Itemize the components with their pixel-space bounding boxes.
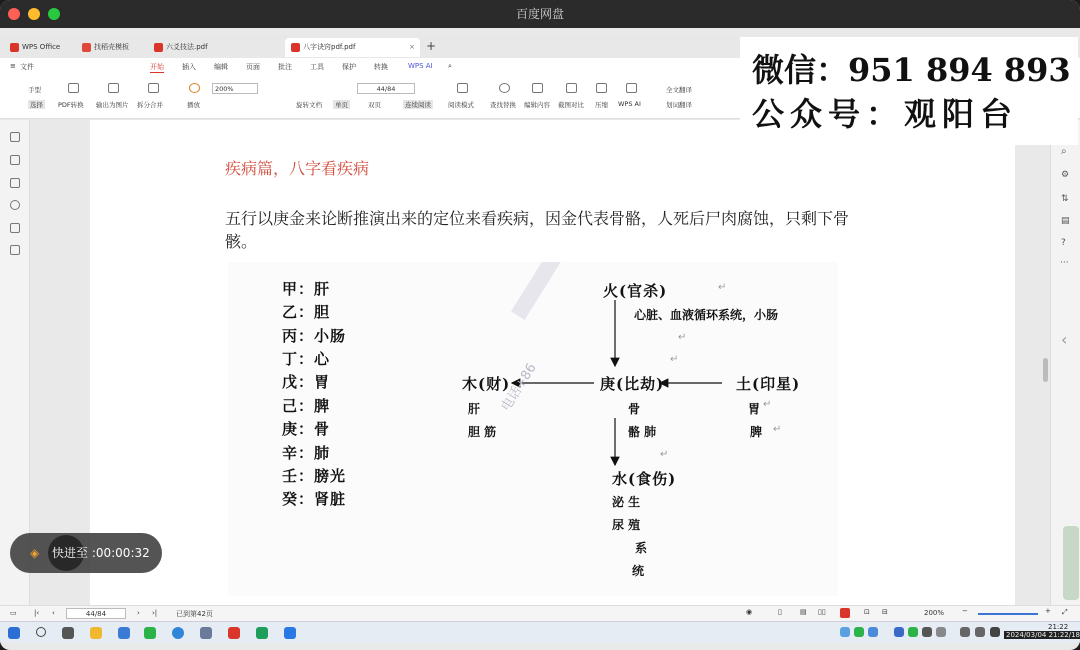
word-translate-button[interactable]: 划词翻译: [666, 101, 692, 109]
compress-icon: [596, 83, 607, 93]
menu-edit[interactable]: 编辑: [214, 63, 228, 71]
wps-logo-icon: [10, 43, 19, 52]
split-merge-button[interactable]: 拆分合并: [137, 101, 163, 109]
find-replace-icon: [499, 83, 510, 93]
settings-icon[interactable]: ⚙: [1061, 170, 1070, 180]
return-mark: ↵: [678, 332, 687, 343]
more-icon[interactable]: ···: [1060, 258, 1069, 268]
tray-icon[interactable]: [936, 627, 946, 637]
earth-item: 脾: [750, 425, 763, 439]
edit-content-button[interactable]: 编辑内容: [524, 101, 550, 109]
tab-bazi-pdf[interactable]: 八字诀窍pdf.pdf ×: [285, 38, 420, 57]
menu-file[interactable]: 文件: [20, 63, 34, 71]
status-page-input[interactable]: 44/84: [66, 608, 126, 619]
menu-page[interactable]: 页面: [246, 63, 260, 71]
attachment-icon[interactable]: [10, 200, 20, 210]
list-item: 壬：膀光: [282, 467, 347, 485]
section-heading: 疾病篇，八字看疾病: [225, 159, 370, 178]
store-icon[interactable]: [118, 627, 130, 639]
status-bar: [0, 605, 1080, 621]
water-item: 泌 生: [612, 495, 641, 509]
template-icon: [82, 43, 91, 52]
menu-wps-ai[interactable]: WPS AI: [408, 62, 433, 70]
menu-annotate[interactable]: 批注: [278, 63, 292, 71]
new-tab-button[interactable]: +: [426, 39, 437, 53]
recording-timestamp: 2024/03/04 21:22/18: [1004, 631, 1080, 639]
water-item: 统: [632, 564, 645, 578]
wechat-line: 微信：951 894 893: [752, 51, 1071, 89]
menu-tools[interactable]: 工具: [310, 63, 324, 71]
metal-node: 庚(比劫): [600, 375, 665, 393]
bookmark-icon[interactable]: [10, 132, 20, 142]
five-elements-figure: [228, 262, 838, 596]
close-window-button[interactable]: [8, 8, 20, 20]
task-view-icon[interactable]: [62, 627, 74, 639]
fast-forward-icon: ◈: [30, 546, 40, 560]
tray-icon[interactable]: [975, 627, 985, 637]
left-sidebar: [0, 120, 30, 605]
tray-icon[interactable]: [908, 627, 918, 637]
double-view-icon[interactable]: ▯▯: [818, 608, 826, 616]
app-k-icon[interactable]: [172, 627, 184, 639]
play-button[interactable]: 播放: [187, 101, 200, 109]
continuous-reading-button[interactable]: 连续阅读: [405, 101, 431, 109]
hand-tool[interactable]: 手型: [28, 86, 41, 94]
menu-convert[interactable]: 转换: [374, 63, 388, 71]
fire-description: 心脏、血液循环系统，小肠: [634, 308, 779, 322]
single-view-icon[interactable]: ▯: [778, 608, 782, 616]
minimize-window-button[interactable]: [28, 8, 40, 20]
return-mark: ↵: [718, 282, 727, 293]
phone-watermark: 电话+86: [498, 360, 540, 415]
list-item: 丙：小肠: [282, 327, 347, 345]
signature-icon[interactable]: [10, 223, 20, 233]
earth-node: 土(印星): [736, 375, 801, 393]
single-page-button[interactable]: 单页: [335, 101, 348, 109]
close-tab-icon[interactable]: ×: [409, 43, 415, 51]
zoom-slider[interactable]: [978, 613, 1038, 615]
list-item: 丁：心: [282, 350, 331, 368]
compare-button[interactable]: 截图对比: [558, 101, 584, 109]
pdf-icon: [154, 43, 163, 52]
eye-icon[interactable]: ◉: [746, 608, 753, 616]
tray-icon[interactable]: [960, 627, 970, 637]
tray-icon[interactable]: [840, 627, 850, 637]
first-page-button[interactable]: |‹: [34, 609, 40, 617]
official-account-line: 公众号：观阳台: [752, 95, 1019, 133]
blurred-watermark: [511, 262, 562, 320]
page-icon[interactable]: ▤: [1061, 216, 1070, 226]
collapse-panel-icon[interactable]: ‹: [1061, 330, 1068, 349]
select-tool[interactable]: 选择: [30, 101, 43, 109]
wood-item: 肝: [468, 402, 481, 416]
full-translate-button[interactable]: 全文翻译: [666, 86, 692, 94]
return-mark: ↵: [763, 399, 772, 410]
fast-forward-toast: [10, 533, 162, 573]
fit-icon[interactable]: ⊡: [864, 608, 870, 616]
list-item: 癸：肾脏: [282, 490, 347, 508]
clock-time[interactable]: 21:22: [1048, 623, 1069, 631]
wifi-icon[interactable]: [990, 627, 1000, 637]
comment-icon[interactable]: [10, 178, 20, 188]
start-icon[interactable]: [8, 627, 20, 639]
fit-width-icon[interactable]: ⊟: [882, 608, 888, 616]
wps-icon[interactable]: [228, 627, 240, 639]
menu-insert[interactable]: 插入: [182, 63, 196, 71]
play-icon[interactable]: [840, 608, 850, 618]
explorer-icon[interactable]: [90, 627, 102, 639]
tab-wps-office[interactable]: WPS Office: [4, 38, 70, 57]
return-mark: ↵: [773, 424, 782, 435]
read-mode-icon: [457, 83, 468, 93]
water-node: 水(食伤): [612, 470, 677, 488]
compare-icon: [566, 83, 577, 93]
scrollbar-thumb[interactable]: [1043, 358, 1048, 382]
list-item: 辛：肺: [282, 444, 331, 462]
help-icon[interactable]: ?: [1061, 238, 1066, 248]
layers-icon[interactable]: [10, 245, 20, 255]
compress-button[interactable]: 压缩: [595, 101, 608, 109]
floating-tools-panel[interactable]: [1063, 526, 1079, 600]
split-merge-icon: [148, 83, 159, 93]
wps-ai-icon: [626, 83, 637, 93]
list-item: 甲：肝: [282, 280, 331, 298]
fire-node: 火(官杀): [603, 282, 668, 300]
menu-home[interactable]: 开始: [150, 63, 164, 71]
rotate-document-button[interactable]: 旋转文档: [296, 101, 322, 109]
list-item: 戊：胃: [282, 373, 331, 391]
export-image-icon: [108, 83, 119, 93]
edit-content-icon: [532, 83, 543, 93]
wechat-icon[interactable]: [144, 627, 156, 639]
fullscreen-icon[interactable]: ⤢: [1062, 608, 1068, 616]
maximize-window-button[interactable]: [48, 8, 60, 20]
toast-text: 快进至 :00:00:32: [52, 546, 150, 560]
search-icon[interactable]: [36, 627, 46, 637]
search-icon[interactable]: ⌕: [448, 62, 452, 70]
status-zoom[interactable]: 200%: [924, 609, 945, 617]
find-replace-button[interactable]: 查找替换: [490, 101, 516, 109]
contact-watermark: [740, 37, 1078, 145]
tray-icon[interactable]: [868, 627, 878, 637]
last-page-button[interactable]: ›|: [152, 609, 158, 617]
list-item: 己：脾: [282, 397, 331, 415]
wps-ai-button[interactable]: WPS AI: [618, 100, 641, 108]
zoom-out-button[interactable]: −: [962, 607, 968, 615]
taskbar: [0, 621, 1080, 643]
pdf-icon: [291, 43, 300, 52]
baidu-netdisk-icon[interactable]: [284, 627, 296, 639]
water-item: 系: [635, 541, 648, 555]
return-mark: ↵: [670, 354, 679, 365]
list-item: 庚：骨: [282, 420, 331, 438]
list-item: 乙：胆: [282, 303, 331, 321]
right-sidebar: [1050, 120, 1080, 605]
thumbnail-icon[interactable]: [10, 155, 20, 165]
tab-template[interactable]: 找稻壳模板: [76, 38, 144, 57]
sidebar-toggle-icon[interactable]: ▭: [10, 609, 17, 617]
tray-icon[interactable]: [922, 627, 932, 637]
prev-page-button[interactable]: ‹: [52, 609, 55, 617]
adjust-icon[interactable]: ⇅: [1061, 194, 1069, 204]
double-page-button[interactable]: 双页: [368, 101, 381, 109]
pdf-convert-button[interactable]: PDF转换: [58, 101, 84, 109]
window-title: 百度网盘: [515, 7, 564, 21]
return-mark: ↵: [660, 449, 669, 460]
metal-item: 骼 肺: [628, 425, 657, 439]
title-bar: [0, 0, 1080, 28]
export-image-button[interactable]: 输出为图片: [96, 101, 129, 109]
menu-icon[interactable]: ≡: [10, 62, 16, 70]
tray-icon[interactable]: [854, 627, 864, 637]
earth-item: 胃: [748, 402, 761, 416]
calculator-icon[interactable]: [200, 627, 212, 639]
page-total: 已到第42页: [176, 610, 213, 618]
continuous-view-icon[interactable]: ▤: [800, 608, 807, 616]
wood-node: 木(财): [462, 375, 511, 393]
pdf-convert-icon: [68, 83, 79, 93]
search-icon[interactable]: ⌕: [1061, 146, 1067, 157]
zoom-in-button[interactable]: +: [1045, 607, 1051, 615]
body-paragraph: 五行以庚金来论断推演出来的定位来看疾病，因金代表骨骼，人死后尸肉腐蚀，只剩下骨骸。: [225, 209, 850, 251]
read-mode-button[interactable]: 阅读模式: [448, 101, 474, 109]
metal-item: 骨: [628, 402, 641, 416]
next-page-button[interactable]: ›: [137, 609, 140, 617]
water-item: 尿 殖: [612, 518, 641, 532]
zoom-select[interactable]: 200%: [212, 83, 258, 94]
tab-liuyao-pdf[interactable]: 六爻技法.pdf: [148, 38, 283, 57]
menu-protect[interactable]: 保护: [342, 63, 356, 71]
tray-icon[interactable]: [894, 627, 904, 637]
excel-icon[interactable]: [256, 627, 268, 639]
play-icon: [189, 83, 200, 93]
wood-item: 胆 筋: [468, 425, 497, 439]
page-input[interactable]: 44/84: [357, 83, 415, 94]
